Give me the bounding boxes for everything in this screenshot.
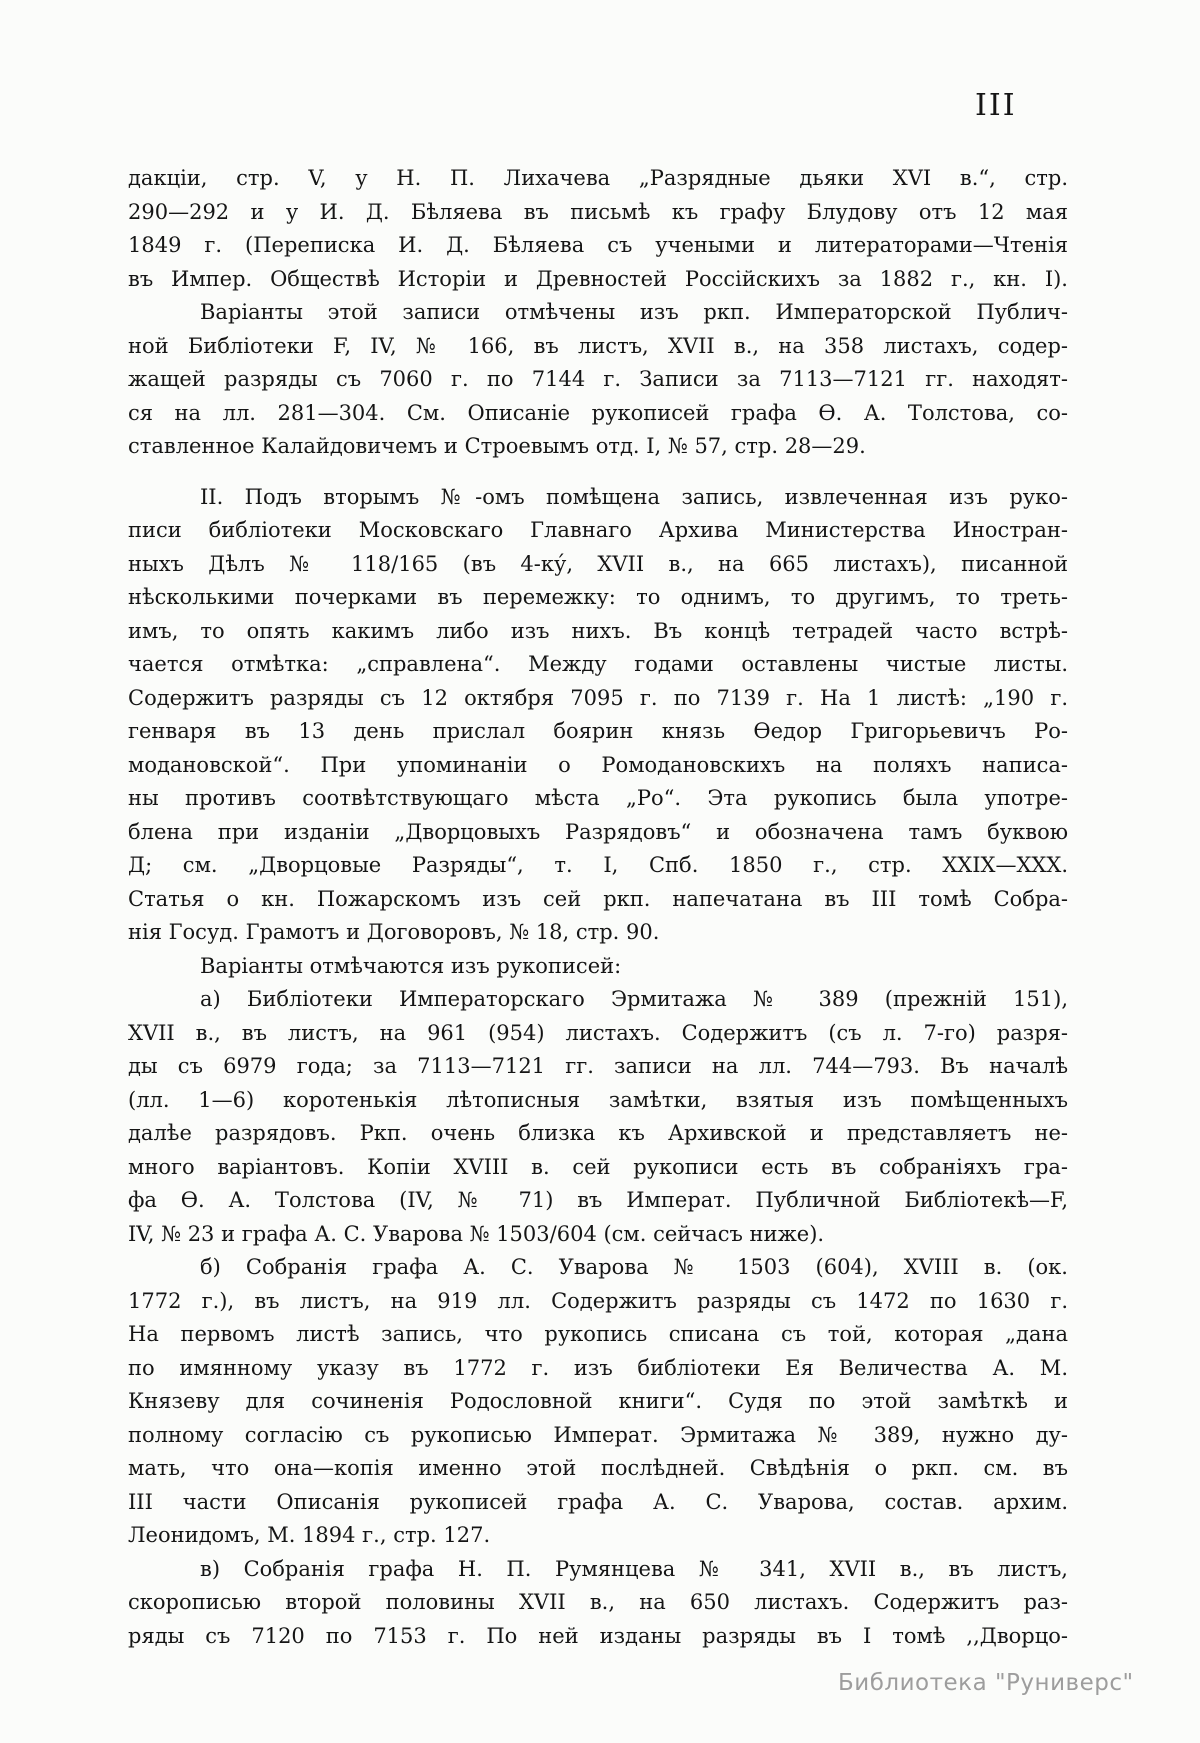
text-line: далѣе разрядовъ. Ркп. очень близка къ Архивской и представляетъ не- (128, 1121, 1068, 1145)
paragraph (128, 983, 1068, 1251)
text-line: ной Библіотеки F, IV, № 166, въ листъ, XVII в., на 358 листахъ, содер- (128, 333, 1068, 358)
text-line: (лл. 1—6) коротенькія лѣтописныя замѣтки, взятыя изъ помѣщенныхъ (128, 1087, 1068, 1112)
text-line: писи библіотеки Московскаго Главнаго Архива Министерства Иностран- (128, 518, 1068, 542)
text-line: а) Библіотеки Императорскаго Эрмитажа № 389 (прежній 151), (200, 987, 1068, 1011)
text-line: ряды съ 7120 по 7153 г. По ней изданы разряды въ I томѣ ,,Дворцо- (128, 1623, 1068, 1648)
paragraph (128, 296, 1068, 464)
text-line: Князеву для сочиненія Родословной книги“. Судя по этой замѣткѣ и (128, 1389, 1068, 1413)
text-line: 1772 г.), въ листъ, на 919 лл. Содержитъ разряды съ 1472 по 1630 г. (128, 1288, 1068, 1313)
text-line: ныхъ Дѣлъ № 118/165 (въ 4-ку́, XVII в., на 665 листахъ), писанной (128, 551, 1068, 576)
paragraph (128, 162, 1068, 296)
text-line: XVII в., въ листъ, на 961 (954) листахъ. Содержитъ (съ л. 7-го) разря- (128, 1020, 1068, 1045)
page-number: III (975, 88, 1017, 123)
text-line: IV, № 23 и графа А. С. Уварова № 1503/604 (см. сейчасъ ниже). (128, 1221, 825, 1246)
text-line: На первомъ листѣ запись, что рукопись списана съ той, которая „дана (128, 1322, 1068, 1346)
text-line: III части Описанія рукописей графа А. С. Уварова, состав. архим. (128, 1489, 1068, 1514)
text-line: скорописью второй половины XVII в., на 650 листахъ. Содержитъ раз- (128, 1590, 1068, 1614)
text-line: Статья о кн. Пожарскомъ изъ сей ркп. напечатана въ III томѣ Собра- (128, 886, 1068, 911)
paragraph (128, 481, 1068, 950)
text-line: Варіанты отмѣчаются изъ рукописей: (200, 953, 622, 978)
text-line: полному согласію съ рукописью Императ. Эрмитажа № 389, нужно ду- (128, 1422, 1068, 1447)
paragraph (128, 950, 1068, 984)
text-line: 290—292 и у И. Д. Бѣляева въ письмѣ къ графу Блудову отъ 12 мая (128, 199, 1068, 224)
text-line: б) Собранія графа А. С. Уварова № 1503 (604), XVIII в. (ок. (200, 1255, 1068, 1279)
paragraph (128, 1251, 1068, 1553)
text-line: Варіанты этой записи отмѣчены изъ ркп. Императорской Публич- (200, 300, 1068, 324)
text-line: по имянному указу въ 1772 г. изъ библіотеки Ея Величества А. М. (128, 1355, 1068, 1380)
text-line: Д; см. „Дворцовые Разряды“, т. I, Спб. 1850 г., стр. XXIX—XXX. (128, 853, 1068, 877)
paragraph (128, 1553, 1068, 1654)
text-line: ставленное Калайдовичемъ и Строевымъ отд. I, № 57, стр. 28—29. (128, 434, 866, 458)
text-line: чается отмѣтка: „справлена“. Между годами оставлены чистые листы. (128, 652, 1068, 676)
text-line: генваря въ 13 день прислал боярин князь Ѳедор Григорьевичъ Ро- (128, 719, 1068, 743)
text-line: Леонидомъ, М. 1894 г., стр. 127. (128, 1523, 491, 1547)
text-line: дакціи, стр. V, у Н. П. Лихачева „Разрядные дьяки XVI в.“, стр. (128, 166, 1068, 190)
text-line: жащей разряды съ 7060 г. по 7144 г. Записи за 7113—7121 гг. находят- (128, 367, 1068, 391)
text-line: Содержитъ разряды съ 12 октября 7095 г. по 7139 г. На 1 листѣ: „190 г. (128, 685, 1068, 710)
text-line: ды съ 6979 года; за 7113—7121 гг. записи на лл. 744—793. Въ началѣ (128, 1054, 1068, 1078)
text-line: ны противъ соотвѣтствующаго мѣста „Ро“. Эта рукопись была употре- (128, 786, 1068, 810)
text-line: много варіантовъ. Копіи XVIII в. сей рукописи есть въ собраніяхъ гра- (128, 1154, 1068, 1179)
text-line: имъ, то опять какимъ либо изъ нихъ. Въ концѣ тетрадей часто встрѣ- (128, 618, 1068, 643)
text-line: блена при изданіи „Дворцовыхъ Разрядовъ“ и обозначена тамъ буквою (128, 819, 1068, 844)
library-watermark: Библиотека "Руниверс" (838, 1670, 1134, 1696)
text-line: въ Импер. Обществѣ Исторіи и Древностей Россійскихъ за 1882 г., кн. I). (128, 266, 1068, 291)
body-text (128, 162, 1068, 1653)
text-line: нѣсколькими почерками въ перемежку: то однимъ, то другимъ, то треть- (128, 585, 1068, 609)
text-line: фа Ѳ. А. Толстова (IV, № 71) въ Императ. Публичной Библіотекѣ—F, (128, 1188, 1068, 1212)
text-line: в) Собранія графа Н. П. Румянцева № 341, XVII в., въ листъ, (200, 1556, 1068, 1581)
text-line: II. Подъ вторымъ №-омъ помѣщена запись, извлеченная изъ руко- (200, 484, 1068, 509)
text-line: мать, что она—копія именно этой послѣдней. Свѣдѣнія о ркп. см. въ (128, 1456, 1068, 1480)
text-line: 1849 г. (Переписка И. Д. Бѣляева съ учеными и литераторами—Чтенія (128, 233, 1068, 257)
text-line: модановской“. При упоминаніи о Ромодановскихъ на поляхъ написа- (128, 752, 1068, 777)
text-line: нія Госуд. Грамотъ и Договоровъ, № 18, стр. 90. (128, 920, 660, 944)
text-line: ся на лл. 281—304. См. Описаніе рукописей графа Ѳ. А. Толстова, со- (128, 400, 1068, 425)
